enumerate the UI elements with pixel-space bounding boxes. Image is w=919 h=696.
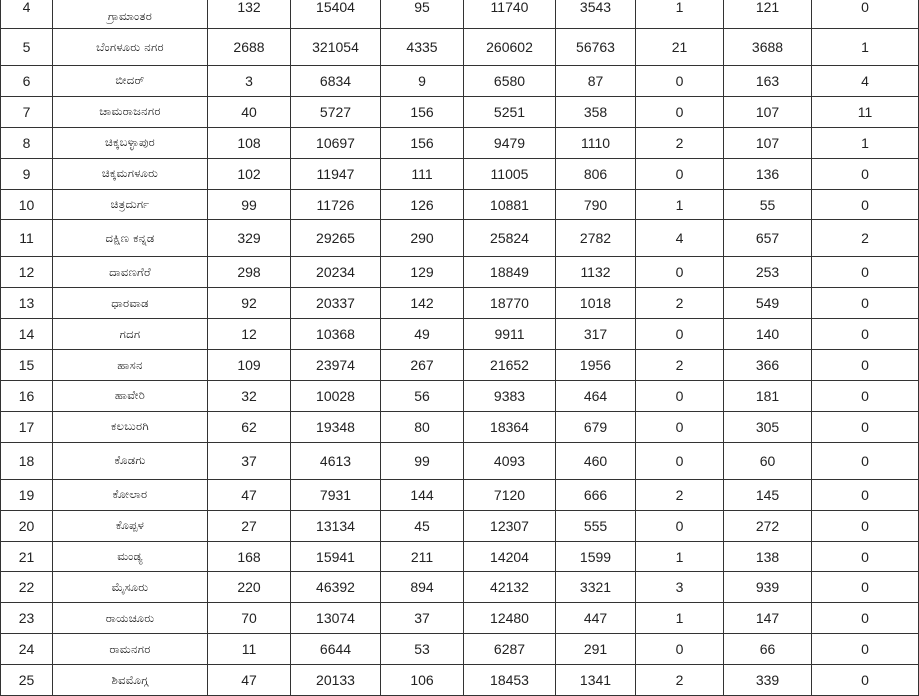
value-col-4-cell: 13074 (291, 603, 381, 634)
value-col-10-cell: 0 (812, 665, 919, 696)
value-col-8-cell: 0 (636, 510, 724, 541)
serial-number-cell: 25 (1, 665, 53, 696)
value-col-7-cell: 317 (556, 319, 636, 350)
value-col-10-cell: 0 (812, 350, 919, 381)
district-name-cell: ಕಲಬುರಗಿ (53, 411, 208, 442)
serial-number-cell: 18 (1, 442, 53, 479)
value-col-5-cell: 129 (381, 257, 464, 288)
district-name-cell: ಹಾಸನ (53, 350, 208, 381)
value-col-9-cell: 140 (724, 319, 812, 350)
table-row (1, 634, 919, 665)
table-row (1, 29, 919, 66)
value-col-10-cell: 1 (812, 29, 919, 66)
value-col-8-cell: 0 (636, 158, 724, 189)
value-col-8-cell: 2 (636, 665, 724, 696)
value-col-8-cell: 3 (636, 572, 724, 603)
value-col-8-cell: 0 (636, 442, 724, 479)
value-col-8-cell: 2 (636, 288, 724, 319)
district-name-cell: ಶಿವಮೊಗ್ಗ (53, 665, 208, 696)
value-col-3-cell: 109 (208, 350, 291, 381)
value-col-7-cell: 3543 (556, 0, 636, 29)
value-col-7-cell: 1341 (556, 665, 636, 696)
value-col-5-cell: 156 (381, 127, 464, 158)
value-col-10-cell: 0 (812, 0, 919, 29)
value-col-7-cell: 2782 (556, 220, 636, 257)
value-col-8-cell: 4 (636, 220, 724, 257)
value-col-8-cell: 1 (636, 603, 724, 634)
value-col-6-cell: 6580 (464, 66, 556, 97)
value-col-4-cell: 20133 (291, 665, 381, 696)
value-col-5-cell: 80 (381, 411, 464, 442)
value-col-4-cell: 4613 (291, 442, 381, 479)
value-col-7-cell: 358 (556, 96, 636, 127)
serial-number-cell: 9 (1, 158, 53, 189)
value-col-3-cell: 27 (208, 510, 291, 541)
value-col-4-cell: 29265 (291, 220, 381, 257)
value-col-7-cell: 790 (556, 189, 636, 220)
value-col-5-cell: 144 (381, 479, 464, 510)
value-col-7-cell: 291 (556, 634, 636, 665)
value-col-6-cell: 9911 (464, 319, 556, 350)
value-col-10-cell: 11 (812, 96, 919, 127)
value-col-3-cell: 92 (208, 288, 291, 319)
value-col-8-cell: 1 (636, 189, 724, 220)
value-col-9-cell: 147 (724, 603, 812, 634)
value-col-6-cell: 14204 (464, 541, 556, 572)
serial-number-cell: 7 (1, 96, 53, 127)
value-col-9-cell: 181 (724, 381, 812, 412)
serial-number-cell: 8 (1, 127, 53, 158)
serial-number-cell: 10 (1, 189, 53, 220)
value-col-7-cell: 87 (556, 66, 636, 97)
value-col-4-cell: 6834 (291, 66, 381, 97)
value-col-5-cell: 142 (381, 288, 464, 319)
serial-number-cell: 20 (1, 510, 53, 541)
value-col-8-cell: 0 (636, 66, 724, 97)
value-col-10-cell: 1 (812, 127, 919, 158)
value-col-3-cell: 11 (208, 634, 291, 665)
serial-number-cell: 23 (1, 603, 53, 634)
table-row (1, 127, 919, 158)
value-col-4-cell: 13134 (291, 510, 381, 541)
value-col-6-cell: 4093 (464, 442, 556, 479)
value-col-5-cell: 267 (381, 350, 464, 381)
table-row (1, 96, 919, 127)
serial-number-cell: 12 (1, 257, 53, 288)
district-name-cell: ರಾಯಚೂರು (53, 603, 208, 634)
serial-number-cell: 22 (1, 572, 53, 603)
value-col-9-cell: 138 (724, 541, 812, 572)
value-col-4-cell: 10028 (291, 381, 381, 412)
value-col-3-cell: 298 (208, 257, 291, 288)
value-col-6-cell: 21652 (464, 350, 556, 381)
district-name-cell: ಚಿಕ್ಕಬಳ್ಳಾಪುರ (53, 127, 208, 158)
value-col-6-cell: 7120 (464, 479, 556, 510)
value-col-10-cell: 4 (812, 66, 919, 97)
district-name-cell: ಚಿಕ್ಕಮಗಳೂರು (53, 158, 208, 189)
value-col-5-cell: 9 (381, 66, 464, 97)
value-col-3-cell: 3 (208, 66, 291, 97)
value-col-4-cell: 5727 (291, 96, 381, 127)
value-col-9-cell: 366 (724, 350, 812, 381)
value-col-4-cell: 19348 (291, 411, 381, 442)
value-col-3-cell: 99 (208, 189, 291, 220)
value-col-7-cell: 460 (556, 442, 636, 479)
district-name-cell: ಬೆಂಗಳೂರು ನಗರ (53, 29, 208, 66)
value-col-5-cell: 156 (381, 96, 464, 127)
value-col-7-cell: 679 (556, 411, 636, 442)
value-col-9-cell: 121 (724, 0, 812, 29)
district-name-cell: ಬೀದರ್ (53, 66, 208, 97)
value-col-3-cell: 47 (208, 479, 291, 510)
value-col-9-cell: 549 (724, 288, 812, 319)
district-name-cell: ಚಿತ್ರದುರ್ಗ (53, 189, 208, 220)
value-col-6-cell: 12307 (464, 510, 556, 541)
value-col-10-cell: 0 (812, 257, 919, 288)
value-col-10-cell: 2 (812, 220, 919, 257)
district-name-cell: ಕೊಡಗು (53, 442, 208, 479)
table-row (1, 220, 919, 257)
district-name-cell: ಮಂಡ್ಯ (53, 541, 208, 572)
value-col-5-cell: 53 (381, 634, 464, 665)
district-name-cell: ರಾಮನಗರ (53, 634, 208, 665)
table-row (1, 66, 919, 97)
value-col-5-cell: 99 (381, 442, 464, 479)
value-col-9-cell: 253 (724, 257, 812, 288)
value-col-8-cell: 0 (636, 96, 724, 127)
value-col-4-cell: 10697 (291, 127, 381, 158)
value-col-4-cell: 23974 (291, 350, 381, 381)
value-col-6-cell: 11005 (464, 158, 556, 189)
value-col-7-cell: 806 (556, 158, 636, 189)
table-row (1, 510, 919, 541)
value-col-10-cell: 0 (812, 541, 919, 572)
value-col-5-cell: 106 (381, 665, 464, 696)
value-col-5-cell: 290 (381, 220, 464, 257)
value-col-10-cell: 0 (812, 603, 919, 634)
value-col-7-cell: 1956 (556, 350, 636, 381)
serial-number-cell: 5 (1, 29, 53, 66)
value-col-3-cell: 47 (208, 665, 291, 696)
value-col-9-cell: 163 (724, 66, 812, 97)
district-name-cell: ಹಾವೇರಿ (53, 381, 208, 412)
value-col-6-cell: 18849 (464, 257, 556, 288)
value-col-5-cell: 4335 (381, 29, 464, 66)
value-col-6-cell: 9383 (464, 381, 556, 412)
value-col-4-cell: 321054 (291, 29, 381, 66)
value-col-3-cell: 102 (208, 158, 291, 189)
value-col-3-cell: 32 (208, 381, 291, 412)
value-col-6-cell: 12480 (464, 603, 556, 634)
value-col-3-cell: 108 (208, 127, 291, 158)
serial-number-cell: 15 (1, 350, 53, 381)
value-col-10-cell: 0 (812, 411, 919, 442)
table-row (1, 479, 919, 510)
value-col-7-cell: 464 (556, 381, 636, 412)
serial-number-cell: 17 (1, 411, 53, 442)
value-col-3-cell: 2688 (208, 29, 291, 66)
value-col-10-cell: 0 (812, 479, 919, 510)
value-col-7-cell: 1018 (556, 288, 636, 319)
value-col-9-cell: 939 (724, 572, 812, 603)
value-col-3-cell: 329 (208, 220, 291, 257)
serial-number-cell: 11 (1, 220, 53, 257)
table-row (1, 541, 919, 572)
value-col-7-cell: 1110 (556, 127, 636, 158)
value-col-3-cell: 132 (208, 0, 291, 29)
value-col-7-cell: 56763 (556, 29, 636, 66)
serial-number-cell: 24 (1, 634, 53, 665)
value-col-3-cell: 62 (208, 411, 291, 442)
table-row (1, 257, 919, 288)
value-col-9-cell: 66 (724, 634, 812, 665)
value-col-5-cell: 95 (381, 0, 464, 29)
value-col-4-cell: 20337 (291, 288, 381, 319)
value-col-3-cell: 220 (208, 572, 291, 603)
value-col-8-cell: 1 (636, 541, 724, 572)
district-name-cell: ದಕ್ಷಿಣ ಕನ್ನಡ (53, 220, 208, 257)
serial-number-cell: 21 (1, 541, 53, 572)
value-col-10-cell: 0 (812, 189, 919, 220)
serial-number-cell: 13 (1, 288, 53, 319)
value-col-8-cell: 0 (636, 634, 724, 665)
value-col-3-cell: 37 (208, 442, 291, 479)
value-col-8-cell: 2 (636, 479, 724, 510)
table-row (1, 158, 919, 189)
value-col-9-cell: 339 (724, 665, 812, 696)
value-col-6-cell: 11740 (464, 0, 556, 29)
value-col-6-cell: 25824 (464, 220, 556, 257)
value-col-3-cell: 12 (208, 319, 291, 350)
table-row (1, 603, 919, 634)
value-col-6-cell: 18364 (464, 411, 556, 442)
value-col-10-cell: 0 (812, 158, 919, 189)
value-col-3-cell: 168 (208, 541, 291, 572)
serial-number-cell: 16 (1, 381, 53, 412)
value-col-4-cell: 15404 (291, 0, 381, 29)
value-col-5-cell: 211 (381, 541, 464, 572)
district-name-cell: ಮೈಸೂರು (53, 572, 208, 603)
value-col-4-cell: 20234 (291, 257, 381, 288)
value-col-10-cell: 0 (812, 288, 919, 319)
value-col-4-cell: 6644 (291, 634, 381, 665)
value-col-10-cell: 0 (812, 572, 919, 603)
table-row (1, 665, 919, 696)
table-row (1, 319, 919, 350)
table-row (1, 350, 919, 381)
value-col-5-cell: 894 (381, 572, 464, 603)
value-col-5-cell: 126 (381, 189, 464, 220)
value-col-3-cell: 70 (208, 603, 291, 634)
table-body (1, 0, 919, 696)
district-name-cell: ದಾವಣಗೆರೆ (53, 257, 208, 288)
value-col-10-cell: 0 (812, 442, 919, 479)
serial-number-cell: 14 (1, 319, 53, 350)
value-col-5-cell: 49 (381, 319, 464, 350)
value-col-6-cell: 10881 (464, 189, 556, 220)
district-name-cell: ಗ್ರಾಮಾಂತರ (53, 0, 208, 29)
value-col-7-cell: 1599 (556, 541, 636, 572)
value-col-10-cell: 0 (812, 381, 919, 412)
value-col-8-cell: 21 (636, 29, 724, 66)
district-name-cell: ಚಾಮರಾಜನಗರ (53, 96, 208, 127)
value-col-4-cell: 11726 (291, 189, 381, 220)
value-col-6-cell: 5251 (464, 96, 556, 127)
value-col-9-cell: 3688 (724, 29, 812, 66)
district-name-cell: ಗದಗ (53, 319, 208, 350)
table-row (1, 0, 919, 29)
value-col-7-cell: 666 (556, 479, 636, 510)
value-col-4-cell: 11947 (291, 158, 381, 189)
value-col-10-cell: 0 (812, 510, 919, 541)
value-col-10-cell: 0 (812, 319, 919, 350)
value-col-6-cell: 9479 (464, 127, 556, 158)
value-col-8-cell: 0 (636, 257, 724, 288)
value-col-9-cell: 136 (724, 158, 812, 189)
table-row (1, 288, 919, 319)
serial-number-cell: 19 (1, 479, 53, 510)
value-col-7-cell: 555 (556, 510, 636, 541)
table-row (1, 442, 919, 479)
district-name-cell: ಕೋಲಾರ (53, 479, 208, 510)
value-col-4-cell: 10368 (291, 319, 381, 350)
table-row (1, 572, 919, 603)
value-col-9-cell: 657 (724, 220, 812, 257)
value-col-3-cell: 40 (208, 96, 291, 127)
value-col-8-cell: 1 (636, 0, 724, 29)
value-col-9-cell: 60 (724, 442, 812, 479)
value-col-4-cell: 46392 (291, 572, 381, 603)
table-row (1, 381, 919, 412)
table-row (1, 411, 919, 442)
value-col-8-cell: 0 (636, 381, 724, 412)
value-col-10-cell: 0 (812, 634, 919, 665)
district-name-cell: ಧಾರವಾಡ (53, 288, 208, 319)
value-col-5-cell: 111 (381, 158, 464, 189)
value-col-6-cell: 260602 (464, 29, 556, 66)
value-col-9-cell: 305 (724, 411, 812, 442)
value-col-7-cell: 1132 (556, 257, 636, 288)
value-col-5-cell: 56 (381, 381, 464, 412)
district-name-cell: ಕೊಪ್ಪಳ (53, 510, 208, 541)
serial-number-cell: 6 (1, 66, 53, 97)
value-col-9-cell: 107 (724, 96, 812, 127)
serial-number-cell: 4 (1, 0, 53, 29)
value-col-6-cell: 6287 (464, 634, 556, 665)
value-col-8-cell: 2 (636, 350, 724, 381)
value-col-6-cell: 42132 (464, 572, 556, 603)
value-col-9-cell: 272 (724, 510, 812, 541)
value-col-4-cell: 7931 (291, 479, 381, 510)
value-col-6-cell: 18453 (464, 665, 556, 696)
value-col-7-cell: 3321 (556, 572, 636, 603)
value-col-8-cell: 0 (636, 319, 724, 350)
value-col-6-cell: 18770 (464, 288, 556, 319)
value-col-9-cell: 55 (724, 189, 812, 220)
value-col-9-cell: 145 (724, 479, 812, 510)
value-col-4-cell: 15941 (291, 541, 381, 572)
table-row (1, 189, 919, 220)
value-col-5-cell: 37 (381, 603, 464, 634)
value-col-8-cell: 0 (636, 411, 724, 442)
value-col-5-cell: 45 (381, 510, 464, 541)
value-col-8-cell: 2 (636, 127, 724, 158)
value-col-7-cell: 447 (556, 603, 636, 634)
value-col-9-cell: 107 (724, 127, 812, 158)
